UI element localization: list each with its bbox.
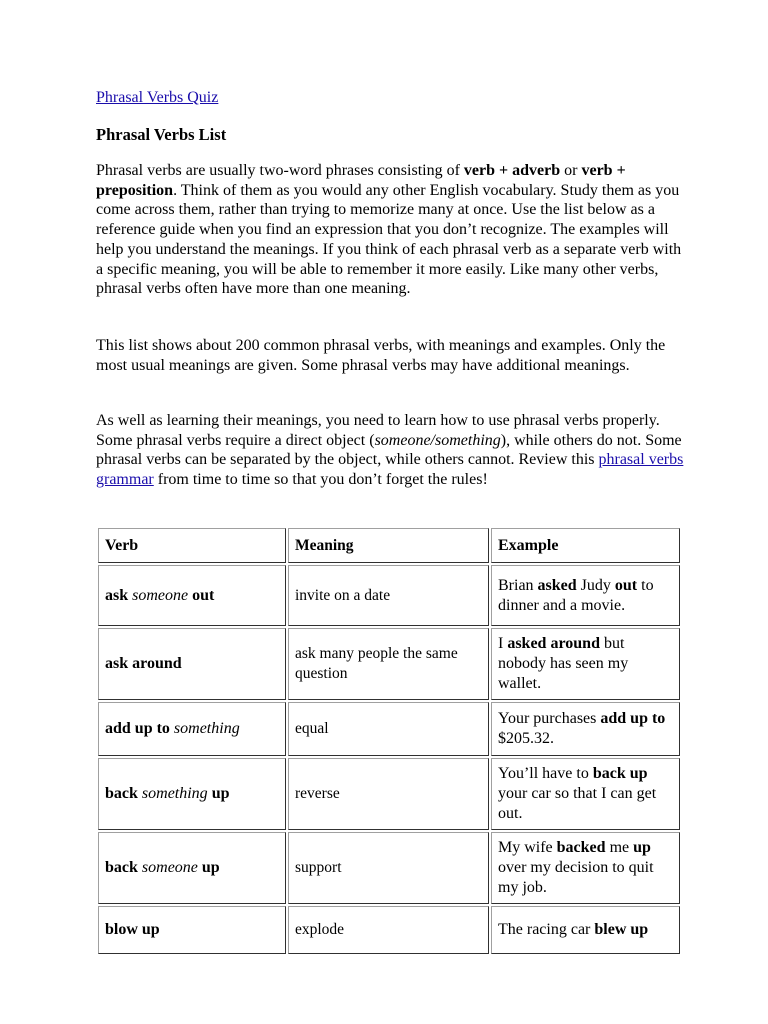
verb-cell (98, 702, 286, 756)
example-cell (491, 702, 680, 756)
example-segment: out (614, 576, 638, 594)
intro-paragraph (96, 161, 686, 299)
example-segment: My wife (498, 839, 557, 857)
phrasal-verbs-table-container (96, 526, 680, 939)
usage-paragraph (96, 411, 686, 490)
verb-cell (98, 832, 286, 904)
example-segment: blew up (594, 921, 649, 939)
intro-text-3: . Think of them as you would any other English vocabulary. Study them as you come across them, rather than trying to memorize many at once. Use the list below as a reference guide when you find an expression that you don’t recognize. The examples will help you understand the meanings. If you think of each phrasal verb as a separate verb with a specific meaning, you will be able to remember it more easily. Like many other verbs, phrasal verbs often have more than one meaning. (96, 181, 682, 298)
example-segment: back up (592, 765, 648, 783)
meaning-cell: invite on a date (288, 565, 489, 626)
example-segment: Judy (576, 576, 615, 594)
example-segment: up (633, 839, 651, 857)
verb-segment: up (211, 785, 230, 803)
example-cell (491, 832, 680, 904)
example-segment: asked around (507, 635, 600, 653)
verb-cell (98, 565, 286, 626)
example-cell (491, 906, 680, 954)
example-segment: You’ll have to (498, 765, 593, 783)
table-row (98, 906, 680, 954)
verb-segment: someone (128, 586, 193, 604)
example-segment: over my decision to quit my job. (498, 859, 654, 896)
intro-bold-2: verb + preposition (96, 162, 626, 199)
verb-segment: back (105, 859, 138, 877)
list-info-paragraph: This list shows about 200 common phrasal verbs, with meanings and examples. Only the most usual meanings are given. Some phrasal verbs may have additional meanings. (96, 337, 666, 374)
meaning-cell: explode (288, 906, 489, 954)
example-cell (491, 628, 680, 700)
header-verb: Verb (98, 528, 286, 563)
example-segment: Your purchases (498, 710, 601, 728)
table-row (98, 832, 680, 904)
table-header-row (98, 528, 680, 563)
table-row (98, 702, 680, 756)
quiz-link[interactable]: Phrasal Verbs Quiz (96, 89, 219, 106)
grammar-link[interactable]: phrasal verbs grammar (96, 451, 684, 489)
example-segment: Brian (498, 576, 538, 594)
example-segment: I (498, 635, 508, 653)
usage-text-1: As well as learning their meanings, you need to learn how to use phrasal verbs properly. Some phrasal verbs require a direct object ( (96, 412, 660, 449)
verb-segment: back (105, 785, 138, 803)
verb-cell (98, 906, 286, 954)
example-segment: me (605, 839, 634, 857)
verb-segment: ask (105, 586, 129, 604)
example-segment: $205.32. (498, 730, 554, 747)
verb-segment: up (201, 859, 220, 877)
intro-text-2: or (560, 162, 582, 179)
verb-cell (98, 628, 286, 700)
intro-text-1: Phrasal verbs are usually two-word phrases consisting of (96, 162, 464, 179)
example-segment: your car so that I can get out. (498, 785, 657, 822)
header-meaning: Meaning (288, 528, 489, 563)
usage-text-2: ), while others do not. Some phrasal verbs can be separated by the object, while others cannot. Review this (96, 431, 682, 469)
example-segment: The racing car (498, 921, 595, 939)
table-row (98, 565, 680, 626)
verb-segment: add up to (105, 720, 170, 738)
meaning-cell: reverse (288, 758, 489, 830)
example-segment: but nobody has seen my wallet. (498, 635, 629, 692)
verb-segment: out (192, 586, 215, 604)
example-cell (491, 565, 680, 626)
usage-text-3: from time to time so that you don’t forget the rules! (153, 471, 488, 489)
meaning-cell: ask many people the same question (288, 628, 489, 700)
verb-segment: someone (137, 859, 202, 877)
meaning-cell: equal (288, 702, 489, 756)
page-title: Phrasal Verbs List (96, 125, 227, 144)
example-segment: asked (537, 576, 577, 594)
verb-cell (98, 758, 286, 830)
example-segment: backed (556, 839, 606, 857)
meaning-cell: support (288, 832, 489, 904)
example-segment: to dinner and a movie. (498, 576, 654, 614)
verb-segment: something (137, 785, 212, 803)
phrasal-verbs-table (96, 526, 682, 956)
verb-segment: blow up (105, 921, 160, 939)
example-segment: add up to (600, 710, 666, 728)
table-row (98, 628, 680, 700)
usage-italic: someone/something (374, 431, 501, 449)
example-cell (491, 758, 680, 830)
intro-bold-1: verb + adverb (463, 162, 561, 179)
header-example: Example (491, 528, 680, 563)
verb-segment: something (169, 720, 240, 738)
verb-segment: ask around (105, 655, 182, 673)
table-row (98, 758, 680, 830)
